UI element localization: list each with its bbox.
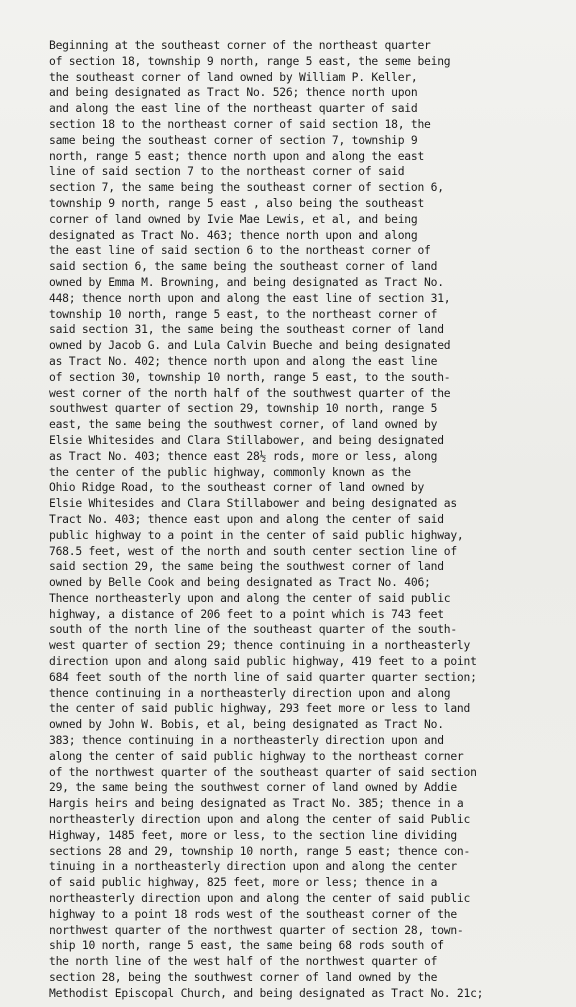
text-line: west corner of the north half of the southwest quarter of the: [49, 385, 451, 400]
text-line: the east line of said section 6 to the northeast corner of: [49, 243, 431, 258]
text-line: Hargis heirs and being designated as Tract No. 385; thence in a: [49, 796, 464, 811]
text-line: tinuing in a northeasterly direction upon and along the center: [49, 859, 457, 874]
text-line: of section 30, township 10 north, range 5 east, to the south-: [49, 369, 451, 384]
text-line: thence continuing in a northeasterly direction upon and along: [49, 685, 451, 700]
text-line: direction upon and along said public highway, 419 feet to a point: [49, 654, 477, 669]
text-line: northeasterly direction upon and along the center of said public: [49, 891, 471, 906]
text-line: line of said section 7 to the northeast corner of said: [49, 164, 405, 179]
text-line: Elsie Whitesides and Clara Stillabower, and being designated: [49, 432, 444, 447]
text-line: and along the east line of the northeast quarter of said: [49, 101, 418, 116]
text-line: 29, the same being the southwest corner of land owned by Addie: [49, 780, 457, 795]
text-line: owned by Jacob G. and Lula Calvin Bueche and being designated: [49, 338, 451, 353]
typewritten-legal-description: [49, 38, 569, 1002]
text-line: southwest quarter of section 29, township 10 north, range 5: [49, 401, 438, 416]
text-line: west quarter of section 29; thence continuing in a northeasterly: [49, 638, 471, 653]
text-line: 383; thence continuing in a northeasterly direction upon and: [49, 733, 444, 748]
text-line: 684 feet south of the north line of said quarter quarter section;: [49, 669, 477, 684]
text-line: corner of land owned by Ivie Mae Lewis, et al, and being: [49, 211, 418, 226]
text-line: of section 18, township 9 north, range 5 east, the seme being: [49, 53, 451, 68]
text-line: of said public highway, 825 feet, more or less; thence in a: [49, 875, 438, 890]
text-line: highway, a distance of 206 feet to a point which is 743 feet: [49, 606, 444, 621]
text-line: northeasterly direction upon and along the center of said Public: [49, 812, 471, 827]
text-line: the center of said public highway, 293 feet more or less to land: [49, 701, 471, 716]
text-line: as Tract No. 403; thence east 28½ rods, more or less, along: [49, 448, 438, 463]
text-line: owned by John W. Bobis, et al, being designated as Tract No.: [49, 717, 444, 732]
text-line: south of the north line of the southeast quarter of the south-: [49, 622, 457, 637]
text-line: Elsie Whitesides and Clara Stillabower and being designated as: [49, 496, 457, 511]
text-line: public highway to a point in the center of said public highway,: [49, 527, 464, 542]
text-line: section 18 to the northeast corner of said section 18, the: [49, 116, 431, 131]
text-line: the north line of the west half of the northwest quarter of: [49, 954, 438, 969]
text-line: sections 28 and 29, township 10 north, range 5 east; thence con-: [49, 843, 471, 858]
text-line: and being designated as Tract No. 526; thence north upon: [49, 85, 418, 100]
text-line: the center of the public highway, commonly known as the: [49, 464, 411, 479]
text-line: 448; thence north upon and along the east line of section 31,: [49, 290, 451, 305]
text-line: designated as Tract No. 463; thence north upon and along: [49, 227, 418, 242]
text-line: northwest quarter of the northwest quarter of section 28, town-: [49, 922, 464, 937]
text-line: section 28, being the southwest corner of land owned by the: [49, 970, 438, 985]
text-line: 768.5 feet, west of the north and south center section line of: [49, 543, 457, 558]
text-line: same being the southeast corner of section 7, township 9: [49, 132, 418, 147]
text-line: the southeast corner of land owned by William P. Keller,: [49, 69, 418, 84]
text-line: as Tract No. 402; thence north upon and along the east line: [49, 353, 438, 368]
text-line: north, range 5 east; thence north upon and along the east: [49, 148, 425, 163]
text-line: township 10 north, range 5 east, to the northeast corner of: [49, 306, 438, 321]
text-line: said section 6, the same being the southeast corner of land: [49, 259, 438, 274]
text-line: township 9 north, range 5 east , also being the southeast: [49, 195, 425, 210]
text-line: said section 31, the same being the southeast corner of land: [49, 322, 444, 337]
text-line: said section 29, the same being the southwest corner of land: [49, 559, 444, 574]
text-line: east, the same being the southwest corner, of land owned by: [49, 417, 438, 432]
text-line: of the northwest quarter of the southeast quarter of said section: [49, 764, 477, 779]
text-line: Highway, 1485 feet, more or less, to the section line dividing: [49, 827, 457, 842]
text-line: owned by Emma M. Browning, and being designated as Tract No.: [49, 274, 444, 289]
text-line: Thence northeasterly upon and along the center of said public: [49, 590, 451, 605]
text-line: section 7, the same being the southeast corner of section 6,: [49, 180, 444, 195]
text-line: Ohio Ridge Road, to the southeast corner of land owned by: [49, 480, 425, 495]
text-line: Beginning at the southeast corner of the northeast quarter: [49, 38, 431, 52]
text-line: Tract No. 403; thence east upon and along the center of said: [49, 511, 444, 526]
text-line: ship 10 north, range 5 east, the same being 68 rods south of: [49, 938, 444, 953]
text-line: highway to a point 18 rods west of the southeast corner of the: [49, 906, 457, 921]
text-line: Methodist Episcopal Church, and being designated as Tract No. 21c;: [49, 985, 484, 1000]
text-line: owned by Belle Cook and being designated as Tract No. 406;: [49, 575, 431, 590]
text-line: along the center of said public highway to the northeast corner: [49, 748, 464, 763]
